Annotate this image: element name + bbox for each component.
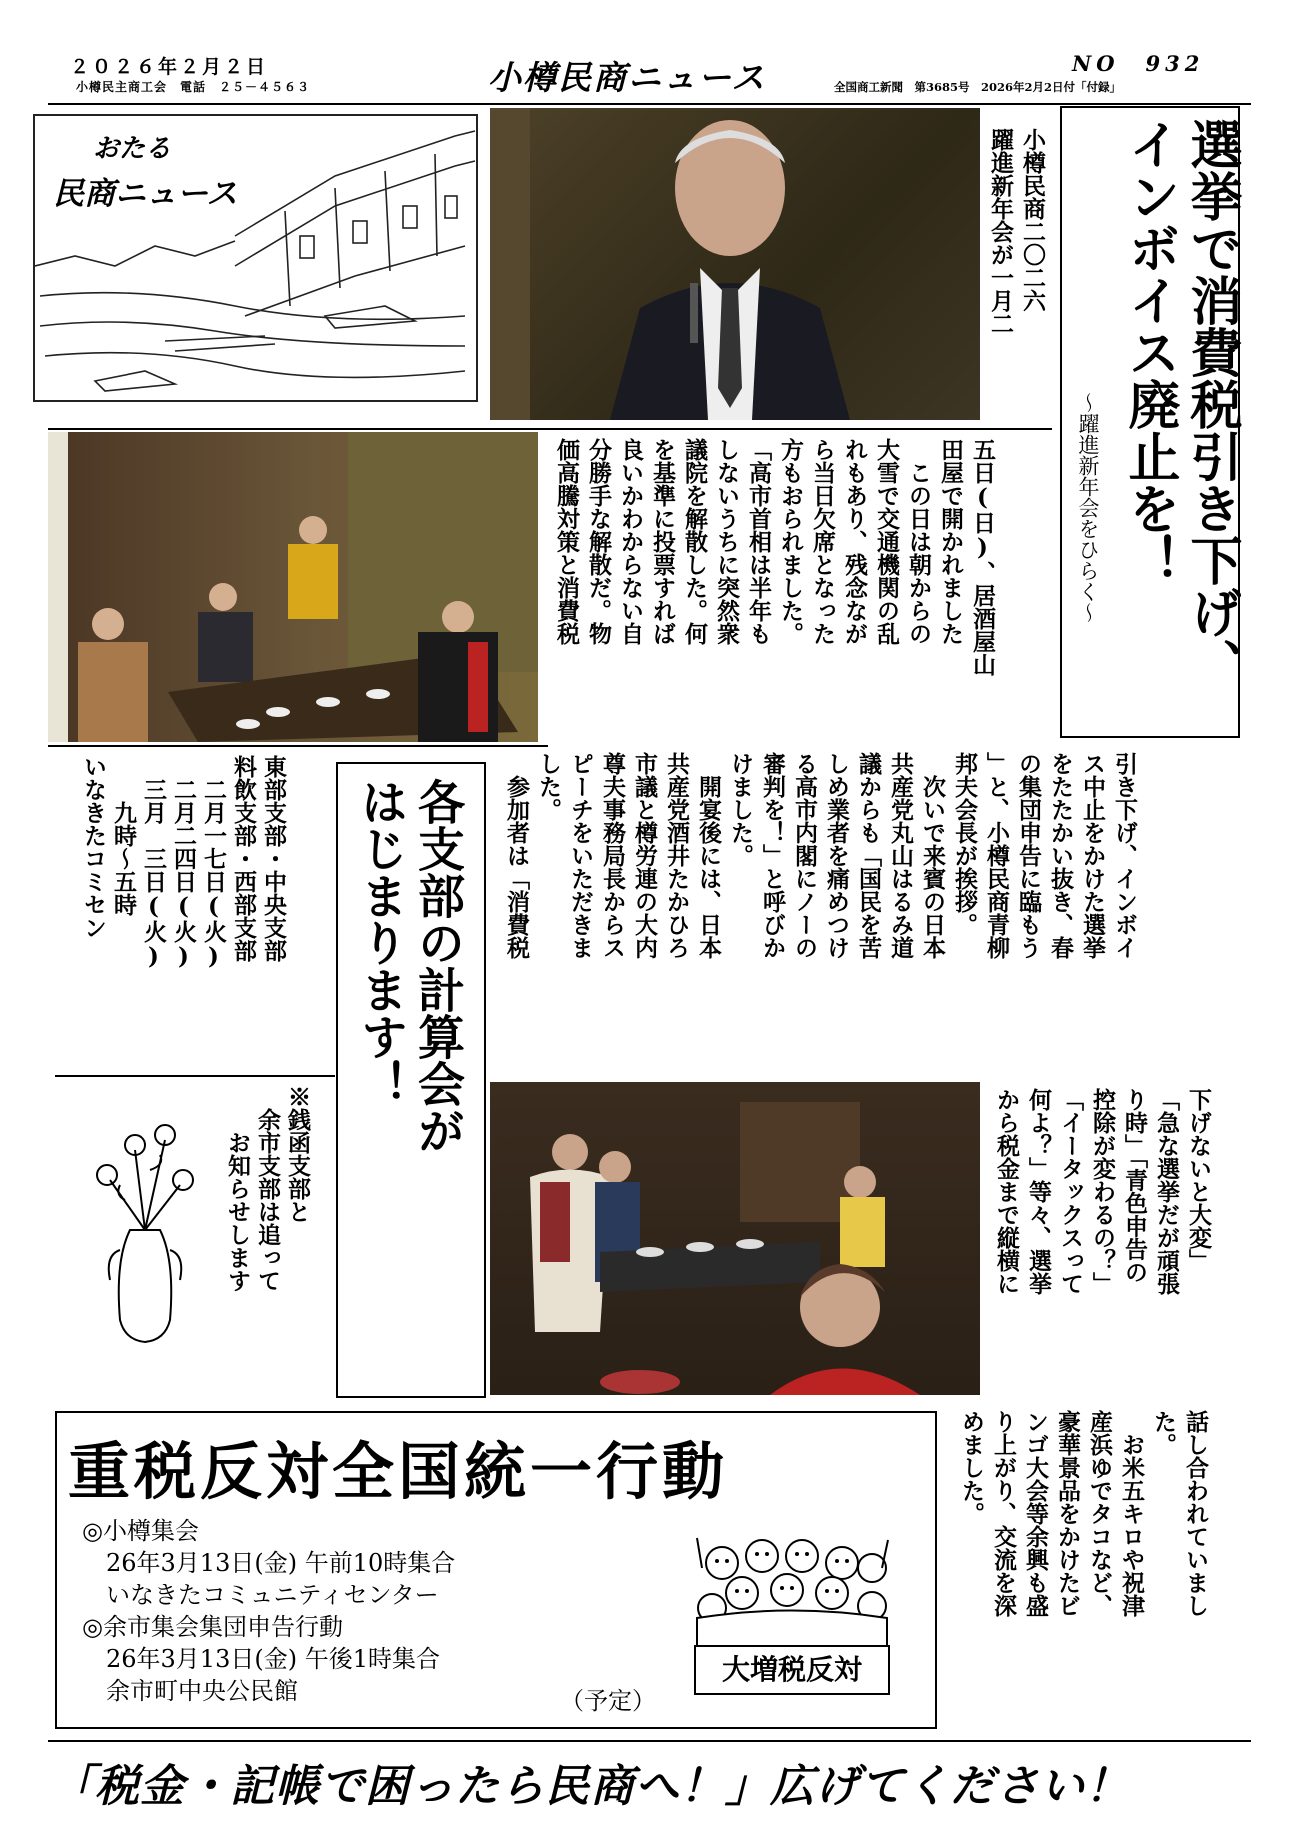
branch-note: ※銭函支部と 余市支部は追って お知らせします <box>224 1085 311 1292</box>
logo-panel <box>33 114 478 402</box>
otaru-rally-datetime: 26年3月13日(金) 午前10時集合 <box>82 1549 456 1577</box>
yoichi-rally-label: ◎余市集会集団申告行動 <box>82 1613 343 1641</box>
otaru-rally-venue: いなきたコミュニティセンター <box>82 1581 439 1609</box>
issue-date: ２０２６年２月２日 <box>70 56 269 78</box>
masthead: 小樽民商ニュース <box>488 58 767 97</box>
article-col5: 話し合われていまし た。 お米五キロや祝津 産浜ゆでタコなど、 豪華景品をかけたビ ンゴ大会等余興も盛 り上がり、交流を深 めました。 <box>958 1410 1209 1617</box>
yoichi-rally-venue: 余市町中央公民館 <box>82 1677 298 1705</box>
org-line: 小樽民主商工会 電話 ２５－４５６３ <box>76 80 311 94</box>
footer-rule <box>48 1740 1251 1742</box>
yoichi-rally-datetime: 26年3月13日(金) 午後1時集合 <box>82 1645 440 1673</box>
branch-headline: 各支部の計算会が はじまります！ <box>353 778 465 1154</box>
footer-slogan: 「税金・記帳で困ったら民商へ！」広げてください！ <box>50 1761 1130 1812</box>
speaker-photo <box>490 108 980 420</box>
action-title: 重税反対全国統一行動 <box>68 1435 729 1508</box>
issue-number: NO 932 <box>1072 51 1205 76</box>
article-col4: 下げないと大変」 「急な選挙だが頑張 り時」「青色申告の 控除が変わるの？」 「イータックスって 何よ？」等々、選挙 から税金まで縦横に <box>993 1088 1212 1295</box>
branch-schedule: 東部支部・中央支部 料飲支部・西部支部 二月一七日(火) 二月二四日(火) 三月 三日(火) 九時～五時 いなきたコミセン <box>80 755 287 970</box>
photo-rule <box>48 745 548 747</box>
logo-title: 民商ニュース <box>51 168 239 213</box>
headline: 選挙で消費税引き下げ、 インボイス廃止を！ <box>1119 118 1241 690</box>
divider-rule <box>48 428 1052 430</box>
tentative-label: （予定） <box>560 1687 656 1715</box>
article-intro: 小樽民商二〇二六 躍進新年会が一月二 <box>987 128 1046 335</box>
otaru-rally-label: ◎小樽集会 <box>82 1517 199 1545</box>
flower-vase-illustration <box>85 1110 205 1350</box>
paper-info: 全国商工新聞 第3685号 2026年2月2日付「付録」 <box>834 80 1122 94</box>
protest-banner: 大増税反対 <box>694 1645 890 1695</box>
logo-title-small: おたる <box>93 134 172 164</box>
article-col3: 引き下げ、インボイ ス中止をかけた選挙 をたたかい抜き、春 の集団申告に臨もう 」と、小樽民商青柳 邦夫会長が挨拶。 次いで来賓の日本 共産党丸山はるみ道 議からも「国民を苦 しめ業者を痛めつけ る高市内閣にノーの 審判を！」と呼びか けました。 開宴後には、日本 共産党酒井たかひろ 市議と樽労連の大内 尊夫事務局長からス ピーチをいただきま した。 参加者は「消費税 <box>503 752 1138 959</box>
party-guests-photo <box>490 1082 980 1395</box>
schedule-rule <box>55 1075 335 1077</box>
article-col2: 五日(日)、居酒屋山 田屋で開かれました この日は朝からの 大雪で交通機関の乱 れもあり、残念なが ら当日欠席となった 方もおられました。 「高市首相は半年も しないうちに突然衆 議院を解散した。何 を基準に投票すれば 良いかわからない自 分勝手な解散だ。物 価高騰対策と消費税 <box>553 438 996 676</box>
headline-subtitle: ～躍進新年会をひらく～ <box>1076 392 1100 623</box>
party-table-photo <box>48 432 538 742</box>
protest-crowd-illustration <box>692 1528 892 1648</box>
action-details <box>82 1515 455 1707</box>
header-rule <box>48 103 1251 105</box>
